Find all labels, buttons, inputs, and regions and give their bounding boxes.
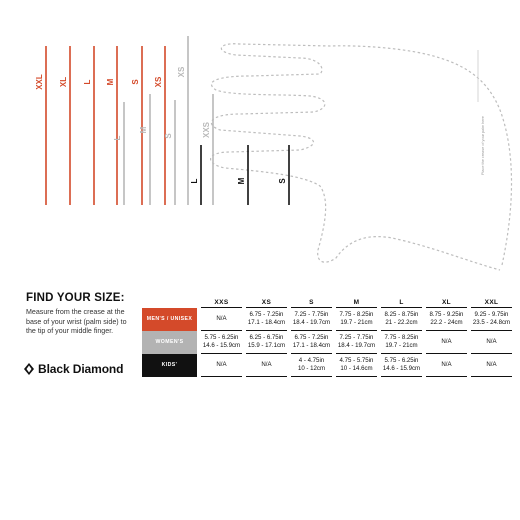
ruler-label: S [131, 79, 140, 85]
column-header: XXL [469, 297, 514, 308]
table-row [142, 331, 514, 354]
size-cell: 7.25 - 7.75in 18.4 - 19.7cm [289, 308, 334, 331]
ruler-label: XS [177, 66, 186, 78]
palm-crease-note: Place the crease of your palm here [481, 116, 485, 175]
column-header: S [289, 297, 334, 308]
ruler-label: M [106, 78, 115, 86]
category-label: KIDS' [142, 354, 199, 377]
size-cell: 7.25 - 7.75in 18.4 - 19.7cm [334, 331, 379, 354]
size-cell: 6.25 - 6.75in 15.9 - 17.1cm [244, 331, 289, 354]
size-cell: 5.75 - 6.25in 14.6 - 15.9cm [379, 354, 424, 377]
table-row [142, 354, 514, 377]
size-cell: N/A [199, 354, 244, 377]
ruler-label: S [278, 178, 287, 184]
diamond-logo-icon [24, 363, 34, 375]
size-cell: N/A [469, 331, 514, 354]
size-cell: 6.75 - 7.25in 17.1 - 18.4cm [244, 308, 289, 331]
size-cell: N/A [424, 354, 469, 377]
size-cell: 6.75 - 7.25in 17.1 - 18.4cm [289, 331, 334, 354]
ruler-label: XL [59, 76, 68, 88]
size-cell: 8.25 - 8.75in 21 - 22.2cm [379, 308, 424, 331]
ruler-label: XXS [202, 121, 211, 139]
corner-cell [142, 297, 199, 308]
ruler-label: L [83, 79, 92, 85]
table-row [142, 308, 514, 331]
brand-logo [24, 362, 123, 376]
table-header-row [142, 297, 514, 308]
size-cell: 7.75 - 8.25in 19.7 - 21cm [334, 308, 379, 331]
ruler-label: L [113, 135, 122, 141]
category-label: WOMEN'S [142, 331, 199, 354]
size-chart-table [142, 297, 516, 377]
size-cell: N/A [244, 354, 289, 377]
column-header: XXS [199, 297, 244, 308]
column-header: L [379, 297, 424, 308]
column-header: XL [424, 297, 469, 308]
size-cell: 4.75 - 5.75in 10 - 14.6cm [334, 354, 379, 377]
size-cell: 9.25 - 9.75in 23.5 - 24.8cm [469, 308, 514, 331]
column-header: M [334, 297, 379, 308]
size-cell: 7.75 - 8.25in 19.7 - 21cm [379, 331, 424, 354]
size-cell: N/A [199, 308, 244, 331]
ruler-label: M [139, 126, 148, 134]
size-cell: N/A [424, 331, 469, 354]
ruler-label: XS [154, 76, 163, 88]
ruler-label: S [164, 133, 173, 139]
ruler-label: M [237, 177, 246, 185]
column-header: XS [244, 297, 289, 308]
find-your-size-heading: FIND YOUR SIZE: [26, 292, 125, 304]
size-cell: 4 - 4.75in 10 - 12cm [289, 354, 334, 377]
ruler-label: XXL [35, 74, 44, 90]
ruler-label: L [190, 178, 199, 184]
size-cell: 5.75 - 6.25in 14.6 - 15.9cm [199, 331, 244, 354]
category-label: MEN'S / UNISEX [142, 308, 199, 331]
hand-outline [211, 44, 512, 270]
measurement-instructions: Measure from the crease at the base of your wrist (palm side) to the tip of your middle finger. [26, 308, 127, 336]
size-rulers [35, 36, 289, 205]
brand-name: Black Diamond [38, 362, 124, 376]
size-cell: N/A [469, 354, 514, 377]
size-cell: 8.75 - 9.25in 22.2 - 24cm [424, 308, 469, 331]
